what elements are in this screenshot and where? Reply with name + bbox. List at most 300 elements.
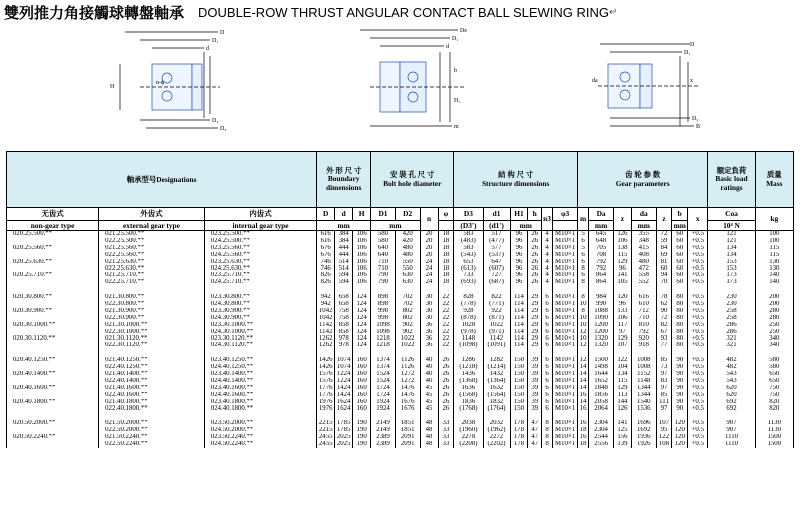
table-cell: 024.40.1250.** [204, 364, 316, 371]
table-cell: 96 [510, 265, 528, 272]
table-cell: 1320 [589, 342, 614, 349]
table-cell: 1500 [755, 434, 793, 441]
table-cell: 4 [541, 259, 552, 266]
table-cell: 33 [438, 441, 454, 448]
table-cell: 29 [528, 294, 541, 301]
table-cell: 14 [578, 371, 589, 378]
table-cell: 26 [438, 405, 454, 412]
table-cell: 020.25.500.** [7, 231, 99, 238]
table-cell: 616 [317, 231, 335, 238]
table-cell: 18 [438, 259, 454, 266]
table-cell: +0.5 [688, 252, 708, 259]
table-cell: 928 [454, 308, 483, 315]
table-cell: 8 [578, 279, 589, 286]
table-cell: 420 [395, 238, 420, 245]
table-cell: 482 [708, 357, 755, 364]
sym-n: n [420, 208, 438, 231]
table-cell: 12 [578, 357, 589, 364]
table-row [7, 427, 794, 434]
table-cell: 978 [335, 335, 353, 342]
label-D2: D₂ [212, 118, 219, 124]
table-cell: 021.30.900.** [99, 308, 205, 315]
table-cell: 2389 [371, 434, 396, 441]
table-cell: 1524 [371, 371, 396, 378]
table-cell: 113 [613, 392, 631, 399]
table-cell: 160 [353, 405, 371, 412]
table-cell: 14 [578, 378, 589, 385]
table-cell: 129 [613, 259, 631, 266]
sym-h: h [528, 208, 541, 221]
table-cell: 153 [708, 259, 755, 266]
table-cell: +0.5 [688, 420, 708, 427]
table-cell [7, 329, 99, 336]
table-cell: 918 [631, 342, 656, 349]
table-cell: 90 [672, 371, 688, 378]
table-cell: +0.5 [688, 279, 708, 286]
table-cell: 1498 [589, 364, 614, 371]
table-cell: 1636 [454, 385, 483, 392]
table-cell: M10×1 [553, 308, 578, 315]
table-cell: 60 [672, 279, 688, 286]
table-cell: 12 [578, 342, 589, 349]
unit-b: mm [673, 220, 686, 230]
table-cell: 758 [335, 315, 353, 322]
table-cell: 676 [317, 245, 335, 252]
table-cell: +0.5 [688, 265, 708, 272]
table-cell: 139 [613, 441, 631, 448]
sym-phi: φ [438, 208, 454, 221]
table-cell: 90 [672, 399, 688, 406]
table-row [7, 364, 794, 371]
table-cell: 96 [510, 259, 528, 266]
table-cell: 822 [483, 294, 510, 301]
table-cell: 150 [510, 392, 528, 399]
table-cell: 692 [708, 399, 755, 406]
table-cell: 120 [613, 294, 631, 301]
table-cell: 650 [755, 378, 793, 385]
table-cell: 30 [420, 301, 438, 308]
table-row [7, 231, 794, 238]
table-cell: 1785 [335, 420, 353, 427]
table-cell: 160 [353, 399, 371, 406]
table-cell: 580 [371, 238, 396, 245]
sym-D3p: (D3') [454, 221, 483, 231]
table-cell: 023.50.2240.** [204, 434, 316, 441]
table-cell: 22 [438, 301, 454, 308]
table-cell: 129 [613, 385, 631, 392]
table-cell: 47 [528, 441, 541, 448]
table-cell: 144 [613, 399, 631, 406]
table-cell: 2032 [483, 420, 510, 427]
table-cell: 6 [541, 315, 552, 322]
table-cell: 85 [656, 357, 672, 364]
table-cell: (543) [454, 252, 483, 259]
table-cell: 60 [672, 245, 688, 252]
label-d: d [206, 46, 209, 52]
table-cell: 90 [656, 308, 672, 315]
table-cell: 6 [541, 392, 552, 399]
table-cell: 6 [541, 294, 552, 301]
table-cell: 021.50.2000.** [99, 420, 205, 427]
table-cell: 1500 [589, 357, 614, 364]
table-cell [7, 301, 99, 308]
table-cell: 111 [656, 399, 672, 406]
table-cell: M10×1 [553, 420, 578, 427]
table-cell: 33 [438, 427, 454, 434]
table-cell: 26 [438, 364, 454, 371]
table-cell: 81 [656, 259, 672, 266]
table-cell: 990 [589, 301, 614, 308]
table-cell: 020.30.1000.** [7, 322, 99, 329]
table-cell: 150 [510, 378, 528, 385]
sym-D: D [317, 208, 335, 221]
drawing-internal-gear [590, 22, 720, 140]
sym-x: x [688, 208, 708, 231]
table-row [7, 329, 794, 336]
sym-d: d [335, 208, 353, 221]
sym-D1: D1 [371, 208, 396, 221]
table-cell: 2149 [371, 427, 396, 434]
table-cell: 022.25.710.** [99, 279, 205, 286]
table-cell: 106 [353, 272, 371, 279]
table-cell: 190 [353, 427, 371, 434]
table-cell: 480 [395, 245, 420, 252]
table-cell: 80 [672, 329, 688, 336]
table-cell: 023.30.1120.** [204, 335, 316, 342]
table-cell: 020.40.1600.** [7, 385, 99, 392]
table-cell: 021.40.1800.** [99, 399, 205, 406]
table-cell: 133 [613, 308, 631, 315]
table-cell: +0.5 [688, 378, 708, 385]
table-cell: 1832 [483, 399, 510, 406]
table-cell: 2544 [589, 434, 614, 441]
table-cell: 36 [420, 342, 438, 349]
title-english: DOUBLE-ROW THRUST ANGULAR CONTACT BALL SLEWING RING [198, 5, 610, 20]
table-cell: (1568) [454, 392, 483, 399]
table-cell: 80 [672, 342, 688, 349]
table-cell: 26 [528, 245, 541, 252]
table-cell: 658 [335, 301, 353, 308]
table-cell: 1088 [589, 308, 614, 315]
table-cell: M10×1 [553, 294, 578, 301]
table-cell: +0.5 [688, 238, 708, 245]
specs-body [7, 231, 794, 448]
table-cell: 820 [755, 405, 793, 412]
table-cell: 978 [335, 342, 353, 349]
table-cell: (687) [483, 279, 510, 286]
table-cell: 826 [317, 279, 335, 286]
table-cell: 80 [672, 322, 688, 329]
table-cell: 1110 [708, 441, 755, 448]
table-cell: M10×1 [553, 427, 578, 434]
label-D2c: D₂ [692, 116, 699, 122]
table-cell: 616 [631, 294, 656, 301]
table-cell: 1785 [335, 427, 353, 434]
table-cell: 702 [395, 294, 420, 301]
table-cell: 120 [672, 441, 688, 448]
table-cell: 1374 [371, 364, 396, 371]
table-cell: 630 [395, 279, 420, 286]
table-cell: 024.30.900.** [204, 315, 316, 322]
table-cell: 126 [613, 231, 631, 238]
table-cell: 6 [541, 405, 552, 412]
table-cell: 30 [420, 315, 438, 322]
table-cell: 023.25.710.** [204, 272, 316, 279]
table-cell: 1924 [371, 399, 396, 406]
table-cell: 39 [528, 385, 541, 392]
table-cell: 160 [353, 357, 371, 364]
table-cell: 024.25.630.** [204, 265, 316, 272]
table-cell: 2455 [317, 441, 335, 448]
table-cell: (1098) [454, 342, 483, 349]
table-cell: 480 [631, 259, 656, 266]
sym-z: z [613, 208, 631, 231]
unit-Da: mm [589, 221, 614, 231]
table-cell: 2556 [589, 441, 614, 448]
table-cell: 858 [335, 329, 353, 336]
table-cell: 47 [528, 427, 541, 434]
table-cell: 124 [353, 329, 371, 336]
table-cell: 902 [395, 329, 420, 336]
table-cell: (1960) [454, 427, 483, 434]
table-cell [7, 315, 99, 322]
table-cell: 1724 [371, 385, 396, 392]
table-cell: 1130 [755, 427, 793, 434]
sym-Coa: Coa [708, 208, 755, 221]
table-cell: 106 [353, 252, 371, 259]
table-row [7, 392, 794, 399]
table-cell: 758 [335, 308, 353, 315]
table-cell: 18 [438, 252, 454, 259]
table-cell: 321 [708, 335, 755, 342]
table-cell: 106 [353, 231, 371, 238]
table-cell: 26 [438, 371, 454, 378]
table-cell: 517 [483, 231, 510, 238]
table-cell: 72 [656, 231, 672, 238]
table-cell: 178 [510, 434, 528, 441]
table-cell: 630 [395, 272, 420, 279]
table-cell: 24 [420, 265, 438, 272]
table-cell: 792 [589, 259, 614, 266]
table-cell [7, 392, 99, 399]
table-cell: 340 [755, 335, 793, 342]
table-cell: 1776 [317, 385, 335, 392]
table-cell: 384 [335, 231, 353, 238]
header-row-main [7, 152, 794, 208]
header-structure: 結 构 尺 寸 Structure dimensions [454, 152, 578, 208]
table-cell: 022.25.560.** [99, 252, 205, 259]
table-cell: 45 [420, 392, 438, 399]
table-cell: 550 [395, 259, 420, 266]
table-cell: 580 [371, 231, 396, 238]
table-cell: 114 [510, 315, 528, 322]
table-row [7, 245, 794, 252]
table-cell: M10×1 [553, 272, 578, 279]
table-cell: 810 [631, 322, 656, 329]
table-cell: 802 [395, 308, 420, 315]
table-cell: (1768) [454, 405, 483, 412]
table-cell: 550 [395, 265, 420, 272]
table-cell: 480 [395, 252, 420, 259]
table-cell: 153 [708, 265, 755, 272]
table-cell: 023.40.1600.** [204, 385, 316, 392]
table-cell: 4 [541, 265, 552, 272]
table-cell: 106 [353, 279, 371, 286]
table-cell: 020.50.2000.** [7, 420, 99, 427]
table-cell: 130 [755, 265, 793, 272]
table-cell: 6 [541, 329, 552, 336]
table-cell: 1500 [755, 441, 793, 448]
label-D3: D₃ [220, 126, 227, 132]
table-cell: 108 [656, 441, 672, 448]
table-cell: 96 [510, 245, 528, 252]
table-cell: 47 [528, 420, 541, 427]
table-cell: 1148 [631, 378, 656, 385]
table-cell: 30 [420, 294, 438, 301]
table-cell: 022.25.500.** [99, 238, 205, 245]
table-cell: 100 [755, 238, 793, 245]
table-cell: 022.40.1400.** [99, 378, 205, 385]
table-cell: 18 [438, 265, 454, 272]
sym-H1: H1 [510, 208, 528, 221]
table-cell: 106 [613, 315, 631, 322]
table-cell: 29 [528, 301, 541, 308]
unit-da: mm [631, 221, 656, 231]
table-cell: 134 [708, 245, 755, 252]
table-row [7, 322, 794, 329]
table-cell: 72 [656, 315, 672, 322]
table-cell [7, 238, 99, 245]
table-cell: M10×1 [553, 378, 578, 385]
table-cell: 021.25.500.** [99, 231, 205, 238]
table-cell: 59 [656, 238, 672, 245]
table-cell: 45 [420, 405, 438, 412]
table-cell: 580 [755, 357, 793, 364]
table-cell: 80 [672, 301, 688, 308]
table-cell: 020.40.1400.** [7, 371, 99, 378]
table-cell: 39 [528, 405, 541, 412]
table-cell: 150 [510, 385, 528, 392]
table-cell [7, 252, 99, 259]
table-cell: +0.5 [688, 399, 708, 406]
table-cell: M10×1 [553, 322, 578, 329]
table-cell: (1368) [454, 378, 483, 385]
table-cell: 710 [631, 315, 656, 322]
table-cell: 22 [438, 322, 454, 329]
table-cell: 023.40.1800.** [204, 399, 316, 406]
table-cell: (1214) [483, 364, 510, 371]
table-cell: 8 [578, 294, 589, 301]
table-cell: 594 [335, 272, 353, 279]
table-cell: 104 [613, 364, 631, 371]
table-cell: 90 [672, 378, 688, 385]
table-cell: 472 [631, 265, 656, 272]
label-da: da [592, 78, 598, 84]
table-cell: 942 [317, 294, 335, 301]
table-cell: 18 [578, 441, 589, 448]
table-cell: 106 [613, 238, 631, 245]
table-cell: 82 [656, 322, 672, 329]
table-cell: M10×1 [553, 342, 578, 349]
table-cell: 80 [672, 308, 688, 315]
table-cell: 60 [672, 272, 688, 279]
table-cell: 1652 [589, 378, 614, 385]
table-cell: 2304 [589, 427, 614, 434]
table-cell: 1476 [395, 385, 420, 392]
table-cell: M10×1 [553, 238, 578, 245]
table-cell: 1008 [631, 364, 656, 371]
table-cell: 77 [656, 342, 672, 349]
table-cell: 021.30.800.** [99, 294, 205, 301]
table-cell: 107 [656, 420, 672, 427]
table-cell: 138 [613, 245, 631, 252]
table-cell: 48 [420, 441, 438, 448]
table-cell: 348 [631, 238, 656, 245]
label-D-c: D [690, 42, 695, 48]
table-cell: 60 [672, 252, 688, 259]
table-cell: 134 [708, 252, 755, 259]
table-cell: 727 [483, 272, 510, 279]
table-cell: 020.30.1120.** [7, 335, 99, 342]
table-cell: 60 [672, 265, 688, 272]
table-cell: 1282 [483, 357, 510, 364]
table-cell: +0.5 [688, 335, 708, 342]
table-cell: +0.5 [688, 392, 708, 399]
table-cell: 1432 [483, 371, 510, 378]
table-cell: 1344 [631, 385, 656, 392]
table-cell: 16 [578, 405, 589, 412]
table-cell: 48 [420, 434, 438, 441]
table-cell: 124 [353, 335, 371, 342]
table-cell: 1130 [755, 420, 793, 427]
table-cell: (1564) [483, 392, 510, 399]
table-cell: 6 [541, 301, 552, 308]
table-cell: (1764) [483, 405, 510, 412]
table-cell: 30 [420, 308, 438, 315]
table-cell: (483) [454, 238, 483, 245]
table-cell: 1142 [317, 329, 335, 336]
table-cell: 96 [510, 279, 528, 286]
table-cell [7, 364, 99, 371]
table-cell: 106 [353, 259, 371, 266]
header-internal-en: internal gear type [204, 221, 316, 231]
label-D1: D₁ [212, 38, 219, 44]
table-cell: 178 [510, 427, 528, 434]
table-cell: 114 [510, 342, 528, 349]
table-cell: 16 [578, 434, 589, 441]
table-cell: 150 [510, 364, 528, 371]
table-cell: 1374 [371, 357, 396, 364]
table-cell: 2272 [483, 434, 510, 441]
table-cell: 1022 [395, 342, 420, 349]
header-designations: 軸承型号Designations [7, 152, 317, 208]
table-cell: 444 [335, 252, 353, 259]
table-cell: 36 [420, 335, 438, 342]
table-cell: 020.25.630.** [7, 259, 99, 266]
table-cell: 1476 [395, 392, 420, 399]
table-cell: (978) [454, 329, 483, 336]
table-cell: 802 [395, 315, 420, 322]
table-cell: 021.40.1250.** [99, 357, 205, 364]
table-cell: (1091) [483, 342, 510, 349]
table-cell: 710 [371, 259, 396, 266]
table-row [7, 434, 794, 441]
table-cell: 141 [613, 272, 631, 279]
table-cell: 023.50.2000.** [204, 420, 316, 427]
table-cell: 97 [656, 371, 672, 378]
table-cell: 85 [656, 392, 672, 399]
table-cell: +0.5 [688, 427, 708, 434]
